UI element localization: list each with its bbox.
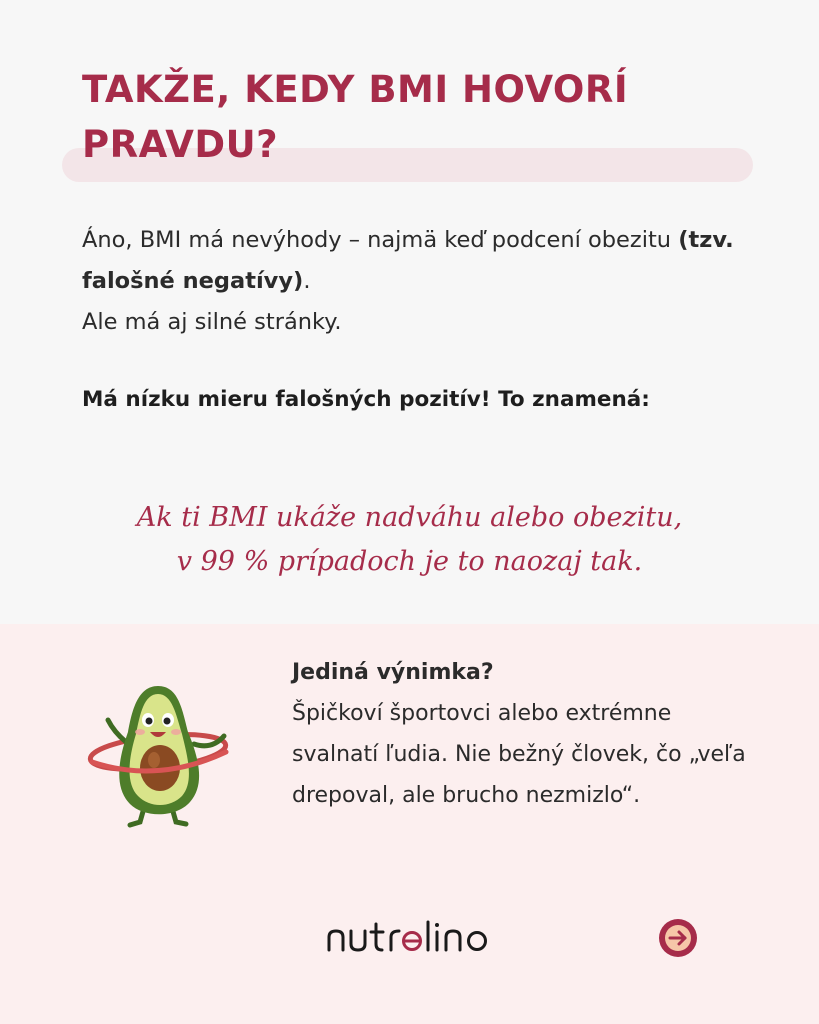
exception-title: Jediná výnimka? bbox=[292, 660, 494, 685]
quote-line-1: Ak ti BMI ukáže nadváhu alebo obezitu, bbox=[136, 502, 683, 533]
logo-text: nutrelino bbox=[325, 920, 330, 921]
exception-body: Špičkoví športovci alebo extrémne svalnatí ľudia. Nie bežný človek, čo „veľa drepoval, ale brucho nezmizlo“. bbox=[292, 701, 746, 808]
title-line-1: TAKŽE, KEDY BMI HOVORÍ bbox=[82, 68, 629, 111]
page-title bbox=[82, 62, 722, 172]
highlight-quote bbox=[40, 496, 779, 584]
quote-line-2: v 99 % prípadoch je to naozaj tak. bbox=[176, 546, 643, 577]
lead-statement: Má nízku mieru falošných pozitív! To znamená: bbox=[82, 387, 650, 412]
title-block bbox=[62, 62, 753, 187]
intro-paragraph bbox=[82, 220, 762, 343]
intro-bold-text: (tzv. falošné negatívy) bbox=[82, 227, 734, 294]
intro-text-part1: Áno, BMI má nevýhody – najmä keď podcení obezitu bbox=[82, 227, 679, 253]
intro-line-3: Ale má aj silné stránky. bbox=[82, 309, 342, 335]
title-line-2: PRAVDU? bbox=[82, 123, 279, 166]
intro-text-part2: . bbox=[303, 268, 311, 294]
exception-text-block bbox=[292, 652, 752, 816]
avocado-hula-hoop-mascot-icon bbox=[86, 680, 231, 832]
next-arrow-button[interactable] bbox=[657, 917, 699, 959]
nutrelino-logo bbox=[325, 920, 495, 960]
